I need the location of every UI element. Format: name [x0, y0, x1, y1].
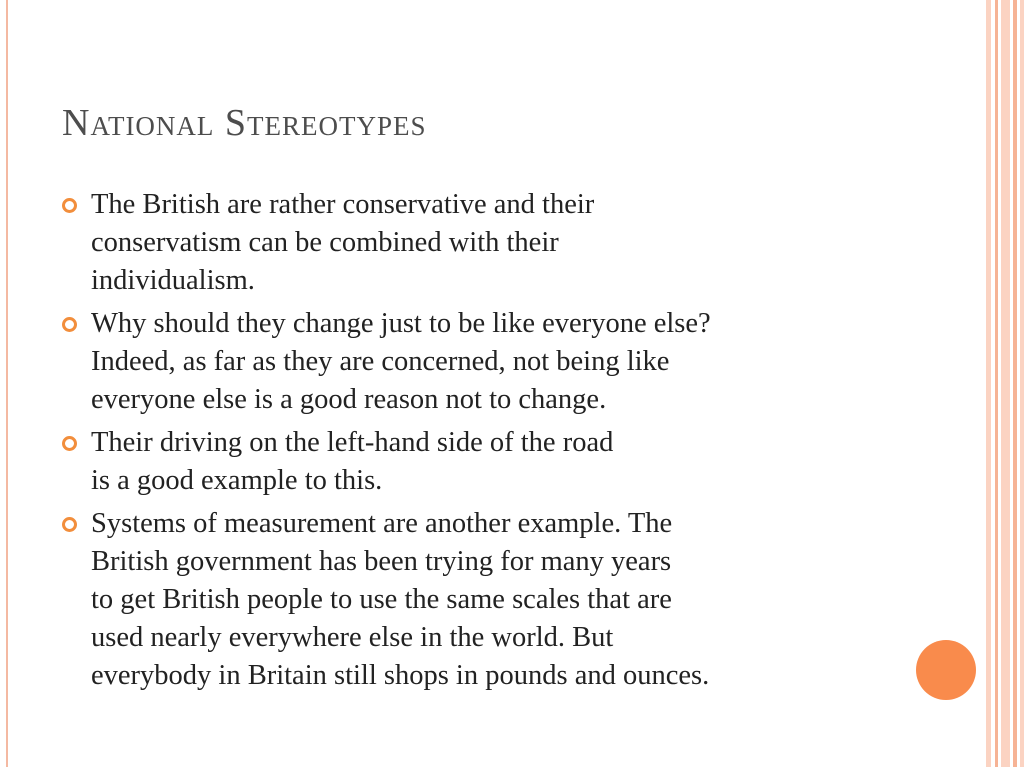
- bullet-text: The British are rather conservative and their conservatism can be combined with their individualism.: [91, 189, 595, 296]
- bullet-list: [60, 186, 940, 700]
- bullet-item: [60, 424, 940, 500]
- stripe: [986, 0, 991, 767]
- stripe: [995, 0, 998, 767]
- slide-title: National Stereotypes: [62, 102, 427, 144]
- ring-bullet-icon: [62, 517, 77, 532]
- stripe: [1013, 0, 1017, 767]
- ring-bullet-icon: [62, 317, 77, 332]
- bullet-item: [60, 305, 940, 419]
- bullet-text: Why should they change just to be like everyone else? Indeed, as far as they are concerned, not being like everyone else is a good reason not to change.: [91, 308, 711, 415]
- bullet-text: Systems of measurement are another example. The British government has been trying for many years to get British people to use the same scales that are used nearly everywhere else in the world. But everybody in Britain still shops in pounds and ounces.: [91, 508, 710, 691]
- stripe: [1001, 0, 1010, 767]
- ring-bullet-icon: [62, 436, 77, 451]
- right-decorative-stripes: [986, 0, 1024, 767]
- ring-bullet-icon: [62, 198, 77, 213]
- bullet-item: [60, 186, 940, 300]
- stripe: [1020, 0, 1024, 767]
- bullet-text: Their driving on the left-hand side of the road is a good example to this.: [91, 427, 614, 496]
- left-border-line: [6, 0, 8, 767]
- bullet-item: [60, 505, 940, 695]
